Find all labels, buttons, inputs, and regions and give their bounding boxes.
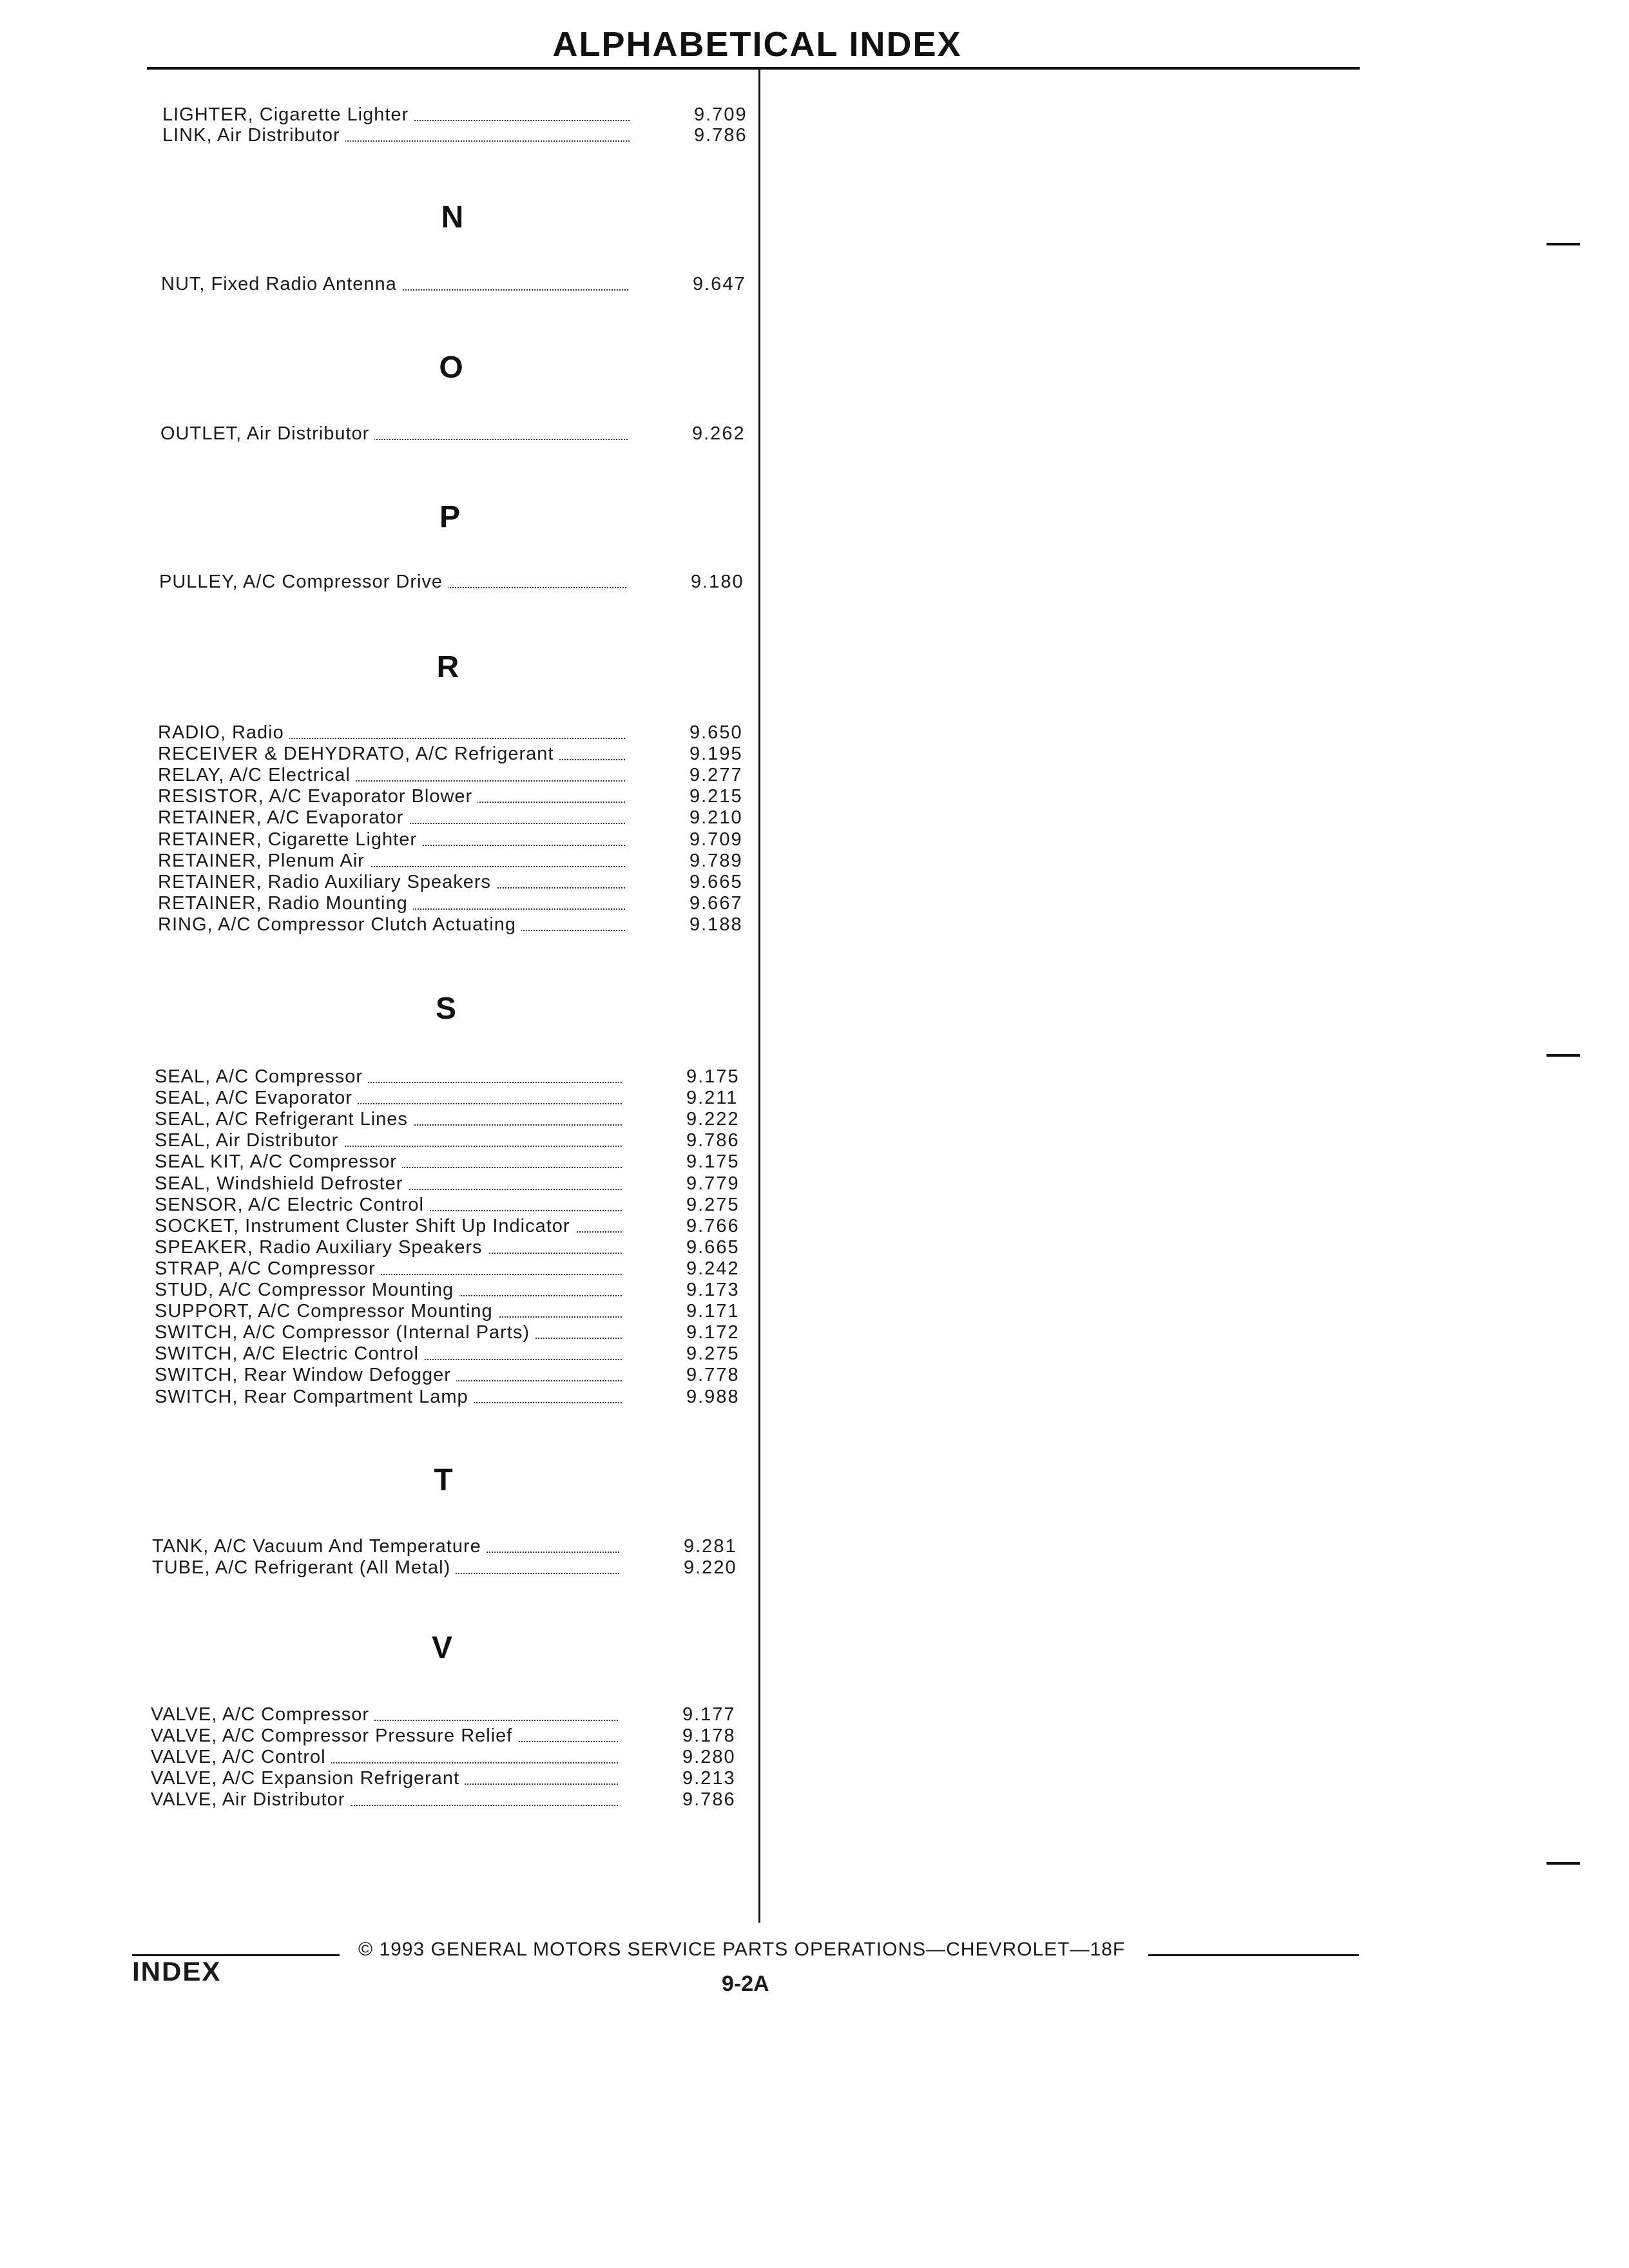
entry-name-text: SPEAKER, Radio Auxiliary Speakers <box>155 1237 488 1258</box>
margin-tick <box>1547 1862 1580 1865</box>
entry-name <box>155 1343 622 1365</box>
section-letter: N <box>441 200 464 235</box>
entry-name <box>151 1789 618 1811</box>
entry-page: 9.213 <box>682 1768 736 1789</box>
entry-page: 9.667 <box>689 892 743 914</box>
entry-page: 9.281 <box>684 1536 737 1557</box>
entry-page: 9.220 <box>684 1557 737 1578</box>
entry-name-text: RETAINER, Plenum Air <box>158 850 370 871</box>
entry-name-text: SWITCH, Rear Compartment Lamp <box>155 1387 474 1407</box>
entry-name-text: SWITCH, A/C Electric Control <box>155 1343 424 1364</box>
entry-name <box>155 1195 622 1216</box>
entry-page: 9.173 <box>686 1280 740 1300</box>
entry-name-text: SEAL, A/C Refrigerant Lines <box>155 1109 413 1129</box>
entry-name-text: RETAINER, Radio Auxiliary Speakers <box>158 872 496 892</box>
entry-name-text: VALVE, A/C Compressor Pressure Relief <box>151 1725 517 1746</box>
entry-name <box>151 1768 618 1789</box>
entry-name <box>158 807 625 829</box>
entry-page: 9.215 <box>689 786 743 807</box>
section-letter: O <box>439 351 463 385</box>
entry-page: 9.778 <box>686 1365 740 1386</box>
entry-name-text: RADIO, Radio <box>158 722 289 743</box>
entry-name-text: LINK, Air Distributor <box>162 125 345 146</box>
entry-name <box>151 1704 618 1725</box>
entry-name-text: SOCKET, Instrument Cluster Shift Up Indicator <box>155 1216 575 1236</box>
entry-page: 9.175 <box>686 1066 740 1087</box>
margin-tick <box>1547 1054 1580 1057</box>
entry-name <box>160 423 628 445</box>
entry-name <box>151 1747 618 1768</box>
entry-name-text: SENSOR, A/C Electric Control <box>155 1195 429 1215</box>
entry-name <box>159 572 626 593</box>
entry-name <box>158 850 625 872</box>
section-letter: P <box>439 500 460 534</box>
entry-name <box>155 1173 622 1195</box>
entry-name-text: STUD, A/C Compressor Mounting <box>155 1280 459 1300</box>
entry-name <box>158 786 625 807</box>
entry-name <box>155 1301 622 1322</box>
section-label: INDEX <box>132 1956 222 1986</box>
entry-name <box>152 1536 619 1557</box>
entry-page: 9.789 <box>689 850 743 871</box>
entry-name-text: RESISTOR, A/C Evaporator Blower <box>158 786 477 807</box>
entry-name-text: VALVE, A/C Expansion Refrigerant <box>151 1768 465 1789</box>
entry-name <box>155 1109 622 1130</box>
entry-name-text: SEAL, Air Distributor <box>155 1130 343 1151</box>
entry-name-text: SWITCH, Rear Window Defogger <box>155 1365 456 1385</box>
entry-page: 9.709 <box>694 104 747 125</box>
entry-name-text: SEAL, A/C Compressor <box>155 1066 368 1087</box>
entry-name <box>155 1365 622 1386</box>
margin-tick <box>1547 243 1580 245</box>
entry-page: 9.172 <box>686 1322 740 1343</box>
column-divider <box>758 67 760 1923</box>
entry-name-text: RECEIVER & DEHYDRATO, A/C Refrigerant <box>158 744 559 764</box>
entry-page: 9.222 <box>686 1109 740 1130</box>
entry-name-text: STRAP, A/C Compressor <box>155 1258 381 1279</box>
entry-name <box>155 1280 622 1301</box>
section-letter: S <box>435 992 456 1026</box>
entry-page: 9.211 <box>686 1088 738 1109</box>
entry-page: 9.195 <box>689 744 743 765</box>
entry-page: 9.786 <box>686 1130 740 1151</box>
entry-name <box>158 829 625 850</box>
entry-page: 9.988 <box>686 1386 740 1407</box>
entry-page: 9.262 <box>692 423 746 444</box>
page-number: 9-2A <box>722 1972 769 1996</box>
section-letter: V <box>431 1631 452 1665</box>
entry-name-text: SEAL, A/C Evaporator <box>155 1088 358 1108</box>
entry-page: 9.280 <box>682 1747 736 1767</box>
entry-page: 9.665 <box>689 871 743 892</box>
entry-page: 9.178 <box>682 1725 736 1746</box>
entry-name-text: RING, A/C Compressor Clutch Actuating <box>158 914 521 935</box>
entry-name-text: OUTLET, Air Distributor <box>160 423 374 444</box>
entry-name-text: RELAY, A/C Electrical <box>158 765 356 785</box>
entry-name <box>158 914 625 936</box>
entry-name-text: RETAINER, Cigarette Lighter <box>158 829 422 850</box>
entry-name <box>162 104 630 126</box>
entry-name-text: SWITCH, A/C Compressor (Internal Parts) <box>155 1322 535 1343</box>
entry-name <box>155 1130 622 1151</box>
entry-page: 9.242 <box>686 1258 740 1279</box>
entry-name <box>155 1066 622 1088</box>
entry-page: 9.175 <box>686 1151 740 1173</box>
entry-name <box>155 1387 622 1408</box>
footer-rule <box>1148 1954 1359 1956</box>
entry-page: 9.650 <box>689 722 743 743</box>
entry-name-text: LIGHTER, Cigarette Lighter <box>162 104 414 125</box>
entry-name <box>155 1151 622 1173</box>
entry-page: 9.766 <box>686 1215 740 1236</box>
entry-page: 9.171 <box>686 1301 740 1322</box>
entry-name <box>155 1258 622 1280</box>
entry-name-text: PULLEY, A/C Compressor Drive <box>159 572 448 592</box>
entry-name <box>158 872 625 893</box>
entry-name <box>155 1322 622 1343</box>
section-letter: T <box>434 1463 453 1497</box>
entry-page: 9.786 <box>694 125 747 146</box>
entry-name-text: TUBE, A/C Refrigerant (All Metal) <box>152 1557 456 1578</box>
entry-page: 9.177 <box>682 1704 736 1725</box>
copyright-text: © 1993 GENERAL MOTORS SERVICE PARTS OPERATIONS—CHEVROLET—18F <box>358 1939 1126 1960</box>
entry-name-text: VALVE, A/C Compressor <box>151 1704 374 1725</box>
entry-name-text: RETAINER, A/C Evaporator <box>158 807 409 828</box>
entry-name-text: TANK, A/C Vacuum And Temperature <box>152 1536 487 1557</box>
section-letter: R <box>436 650 459 684</box>
entry-name-text: SUPPORT, A/C Compressor Mounting <box>155 1301 498 1321</box>
entry-name <box>158 893 625 914</box>
entry-page: 9.180 <box>691 572 744 592</box>
entry-name <box>155 1237 622 1258</box>
entry-name <box>161 274 628 295</box>
entry-page: 9.188 <box>689 914 743 935</box>
entry-name-text: RETAINER, Radio Mounting <box>158 893 413 914</box>
entry-name <box>162 125 630 146</box>
entry-name <box>152 1557 619 1579</box>
entry-page: 9.709 <box>689 829 743 850</box>
entry-page: 9.275 <box>686 1343 740 1365</box>
entry-name-text: VALVE, Air Distributor <box>151 1789 350 1810</box>
entry-page: 9.779 <box>686 1173 740 1194</box>
entry-name-text: SEAL, Windshield Defroster <box>155 1173 408 1194</box>
page-title: ALPHABETICAL INDEX <box>552 25 962 64</box>
entry-name <box>158 722 625 744</box>
entry-name-text: SEAL KIT, A/C Compressor <box>155 1151 402 1172</box>
entry-page: 9.210 <box>689 807 743 829</box>
index-entries <box>0 0 758 1923</box>
entry-page: 9.647 <box>693 274 746 294</box>
entry-page: 9.786 <box>682 1789 736 1810</box>
entry-page: 9.665 <box>686 1236 740 1258</box>
entry-name <box>155 1088 622 1109</box>
entry-page: 9.275 <box>686 1194 740 1215</box>
entry-name-text: VALVE, A/C Control <box>151 1747 331 1767</box>
entry-page: 9.277 <box>689 765 743 786</box>
entry-name <box>158 765 625 786</box>
entry-name <box>158 744 625 765</box>
entry-name <box>155 1216 622 1237</box>
entry-name-text: NUT, Fixed Radio Antenna <box>161 274 402 294</box>
entry-name <box>151 1725 618 1747</box>
